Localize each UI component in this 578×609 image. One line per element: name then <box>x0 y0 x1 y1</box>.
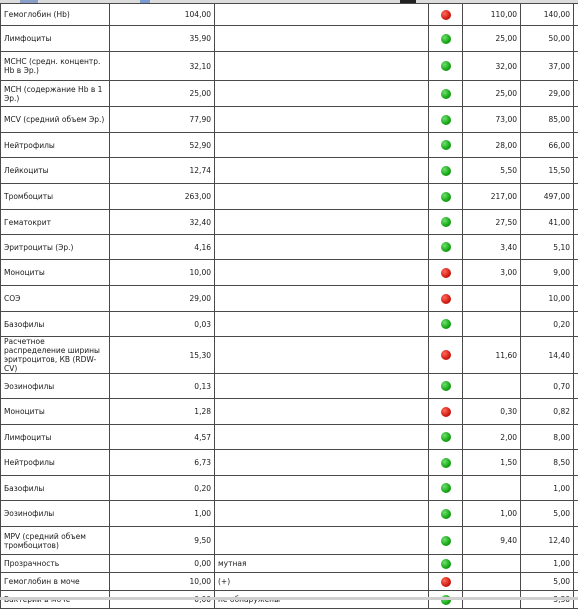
reference-max-cell: 8,00 <box>521 425 574 450</box>
result-value-cell: 15,30 <box>110 337 215 374</box>
green-status-dot-icon <box>441 89 451 99</box>
reference-min-cell: 32,00 <box>463 52 521 81</box>
reference-min-cell: 5,50 <box>463 158 521 184</box>
edge-cell <box>574 312 578 337</box>
status-indicator-cell <box>429 26 463 52</box>
status-indicator-cell <box>429 184 463 210</box>
table-row <box>1 210 578 235</box>
test-name-cell: Гемоглобин в моче <box>1 573 110 591</box>
reference-min-cell <box>463 286 521 312</box>
status-indicator-cell <box>429 286 463 312</box>
result-value-cell: 25,00 <box>110 81 215 107</box>
status-indicator-cell <box>429 337 463 374</box>
reference-max-cell: 0,82 <box>521 399 574 425</box>
table-row <box>1 337 578 374</box>
green-status-dot-icon <box>441 458 451 468</box>
result-text-cell <box>215 158 429 184</box>
status-indicator-cell <box>429 450 463 476</box>
status-indicator-cell <box>429 555 463 573</box>
test-name-cell: Базофилы <box>1 476 110 501</box>
result-value-cell: 9,50 <box>110 527 215 555</box>
result-value-cell: 4,16 <box>110 235 215 260</box>
result-text-cell <box>215 210 429 235</box>
result-value-cell: 0,03 <box>110 312 215 337</box>
red-status-dot-icon <box>441 350 451 360</box>
edge-cell <box>574 501 578 527</box>
reference-min-cell: 25,00 <box>463 26 521 52</box>
reference-max-cell: 8,50 <box>521 450 574 476</box>
result-value-cell: 29,00 <box>110 286 215 312</box>
green-status-dot-icon <box>441 34 451 44</box>
result-text-cell <box>215 337 429 374</box>
table-row <box>1 286 578 312</box>
table-row <box>1 374 578 399</box>
test-name-cell: Прозрачность <box>1 555 110 573</box>
status-indicator-cell <box>429 52 463 81</box>
test-name-cell: СОЭ <box>1 286 110 312</box>
edge-cell <box>574 374 578 399</box>
green-status-dot-icon <box>441 192 451 202</box>
edge-cell <box>574 158 578 184</box>
result-text-cell <box>215 501 429 527</box>
green-status-dot-icon <box>441 140 451 150</box>
status-indicator-cell <box>429 133 463 158</box>
result-value-cell: 104,00 <box>110 4 215 26</box>
reference-max-cell: 37,00 <box>521 52 574 81</box>
reference-max-cell: 50,00 <box>521 26 574 52</box>
result-text-cell <box>215 81 429 107</box>
edge-cell <box>574 286 578 312</box>
result-text-cell <box>215 399 429 425</box>
result-text-cell: (+) <box>215 573 429 591</box>
test-name-cell: Эозинофилы <box>1 374 110 399</box>
reference-max-cell: 12,40 <box>521 527 574 555</box>
result-value-cell: 4,57 <box>110 425 215 450</box>
green-status-dot-icon <box>441 319 451 329</box>
green-status-dot-icon <box>441 61 451 71</box>
results-body <box>1 4 578 609</box>
result-value-cell: 10,00 <box>110 573 215 591</box>
result-value-cell: 12,74 <box>110 158 215 184</box>
table-row <box>1 133 578 158</box>
reference-max-cell: 5,10 <box>521 235 574 260</box>
green-status-dot-icon <box>441 381 451 391</box>
edge-cell <box>574 184 578 210</box>
status-indicator-cell <box>429 527 463 555</box>
result-text-cell <box>215 107 429 133</box>
result-text-cell <box>215 133 429 158</box>
edge-cell <box>574 260 578 286</box>
reference-min-cell <box>463 555 521 573</box>
result-value-cell: 0,20 <box>110 476 215 501</box>
table-row <box>1 235 578 260</box>
test-name-cell: Гематокрит <box>1 210 110 235</box>
edge-cell <box>574 399 578 425</box>
status-indicator-cell <box>429 260 463 286</box>
reference-min-cell: 28,00 <box>463 133 521 158</box>
result-text-cell <box>215 374 429 399</box>
red-status-dot-icon <box>441 10 451 20</box>
test-name-cell: Моноциты <box>1 399 110 425</box>
result-text-cell <box>215 527 429 555</box>
result-text-cell <box>215 450 429 476</box>
test-name-cell: Расчетное распределение ширины эритроцитов, КВ (RDW-CV) <box>1 337 110 374</box>
table-row <box>1 81 578 107</box>
table-row <box>1 476 578 501</box>
reference-max-cell: 9,00 <box>521 260 574 286</box>
reference-min-cell <box>463 573 521 591</box>
table-row <box>1 399 578 425</box>
edge-cell <box>574 573 578 591</box>
test-name-cell: Моноциты <box>1 260 110 286</box>
test-name-cell: MCH (содержание Hb в 1 Эр.) <box>1 81 110 107</box>
reference-min-cell <box>463 312 521 337</box>
green-status-dot-icon <box>441 536 451 546</box>
table-row <box>1 573 578 591</box>
table-row <box>1 26 578 52</box>
reference-max-cell: 15,50 <box>521 158 574 184</box>
table-row <box>1 527 578 555</box>
green-status-dot-icon <box>441 217 451 227</box>
result-value-cell: 32,40 <box>110 210 215 235</box>
status-indicator-cell <box>429 107 463 133</box>
reference-min-cell: 73,00 <box>463 107 521 133</box>
status-indicator-cell <box>429 81 463 107</box>
result-text-cell <box>215 425 429 450</box>
result-text-cell <box>215 260 429 286</box>
result-value-cell: 10,00 <box>110 260 215 286</box>
table-row <box>1 555 578 573</box>
test-name-cell: Гемоглобин (Hb) <box>1 4 110 26</box>
reference-min-cell: 110,00 <box>463 4 521 26</box>
edge-cell <box>574 107 578 133</box>
result-text-cell <box>215 286 429 312</box>
reference-min-cell: 217,00 <box>463 184 521 210</box>
result-text-cell: мутная <box>215 555 429 573</box>
result-value-cell: 52,90 <box>110 133 215 158</box>
status-indicator-cell <box>429 501 463 527</box>
result-text-cell <box>215 184 429 210</box>
result-value-cell: 77,90 <box>110 107 215 133</box>
result-value-cell: 0,00 <box>110 555 215 573</box>
result-value-cell: 35,90 <box>110 26 215 52</box>
table-row <box>1 450 578 476</box>
status-indicator-cell <box>429 158 463 184</box>
edge-cell <box>574 555 578 573</box>
reference-min-cell: 2,00 <box>463 425 521 450</box>
reference-max-cell: 10,00 <box>521 286 574 312</box>
green-status-dot-icon <box>441 115 451 125</box>
result-text-cell <box>215 476 429 501</box>
green-status-dot-icon <box>441 242 451 252</box>
reference-min-cell: 3,40 <box>463 235 521 260</box>
table-row <box>1 158 578 184</box>
green-status-dot-icon <box>441 483 451 493</box>
reference-min-cell: 3,00 <box>463 260 521 286</box>
status-indicator-cell <box>429 476 463 501</box>
test-name-cell: MCHC (средн. концентр. Hb в Эр.) <box>1 52 110 81</box>
test-name-cell: Лимфоциты <box>1 425 110 450</box>
result-value-cell: 0,13 <box>110 374 215 399</box>
status-indicator-cell <box>429 312 463 337</box>
table-row <box>1 52 578 81</box>
table-row <box>1 184 578 210</box>
edge-cell <box>574 4 578 26</box>
edge-cell <box>574 450 578 476</box>
reference-max-cell: 85,00 <box>521 107 574 133</box>
table-row <box>1 107 578 133</box>
reference-min-cell: 27,50 <box>463 210 521 235</box>
test-name-cell: MPV (средний объем тромбоцитов) <box>1 527 110 555</box>
lab-results-table <box>0 3 578 609</box>
reference-max-cell: 0,70 <box>521 374 574 399</box>
reference-min-cell <box>463 476 521 501</box>
status-indicator-cell <box>429 573 463 591</box>
reference-min-cell: 1,00 <box>463 501 521 527</box>
edge-cell <box>574 133 578 158</box>
reference-min-cell: 11,60 <box>463 337 521 374</box>
reference-max-cell: 14,40 <box>521 337 574 374</box>
status-indicator-cell <box>429 425 463 450</box>
edge-cell <box>574 527 578 555</box>
reference-min-cell: 0,30 <box>463 399 521 425</box>
table-row <box>1 501 578 527</box>
status-indicator-cell <box>429 399 463 425</box>
status-indicator-cell <box>429 4 463 26</box>
green-status-dot-icon <box>441 559 451 569</box>
result-text-cell <box>215 312 429 337</box>
test-name-cell: Эритроциты (Эр.) <box>1 235 110 260</box>
table-row <box>1 312 578 337</box>
green-status-dot-icon <box>441 166 451 176</box>
status-indicator-cell <box>429 210 463 235</box>
edge-cell <box>574 26 578 52</box>
reference-min-cell: 1,50 <box>463 450 521 476</box>
edge-cell <box>574 81 578 107</box>
test-name-cell: Базофилы <box>1 312 110 337</box>
red-status-dot-icon <box>441 577 451 587</box>
reference-max-cell: 1,00 <box>521 476 574 501</box>
result-value-cell: 1,28 <box>110 399 215 425</box>
reference-max-cell: 5,00 <box>521 573 574 591</box>
test-name-cell: Лимфоциты <box>1 26 110 52</box>
status-indicator-cell <box>429 235 463 260</box>
edge-cell <box>574 337 578 374</box>
edge-cell <box>574 52 578 81</box>
edge-cell <box>574 476 578 501</box>
edge-cell <box>574 210 578 235</box>
red-status-dot-icon <box>441 407 451 417</box>
green-status-dot-icon <box>441 432 451 442</box>
test-name-cell: MCV (средний объем Эр.) <box>1 107 110 133</box>
test-name-cell: Эозинофилы <box>1 501 110 527</box>
result-value-cell: 32,10 <box>110 52 215 81</box>
reference-min-cell: 9,40 <box>463 527 521 555</box>
edge-cell <box>574 425 578 450</box>
test-name-cell: Тромбоциты <box>1 184 110 210</box>
result-value-cell: 6,73 <box>110 450 215 476</box>
status-indicator-cell <box>429 374 463 399</box>
edge-cell <box>574 235 578 260</box>
result-value-cell: 263,00 <box>110 184 215 210</box>
result-text-cell <box>215 52 429 81</box>
table-row <box>1 260 578 286</box>
reference-min-cell <box>463 374 521 399</box>
reference-max-cell: 1,00 <box>521 555 574 573</box>
red-status-dot-icon <box>441 294 451 304</box>
result-value-cell: 1,00 <box>110 501 215 527</box>
reference-max-cell: 66,00 <box>521 133 574 158</box>
result-text-cell <box>215 4 429 26</box>
reference-max-cell: 5,00 <box>521 501 574 527</box>
green-status-dot-icon <box>441 509 451 519</box>
test-name-cell: Нейтрофилы <box>1 450 110 476</box>
reference-min-cell: 25,00 <box>463 81 521 107</box>
result-text-cell <box>215 26 429 52</box>
reference-max-cell: 0,20 <box>521 312 574 337</box>
test-name-cell: Нейтрофилы <box>1 133 110 158</box>
reference-max-cell: 497,00 <box>521 184 574 210</box>
reference-max-cell: 41,00 <box>521 210 574 235</box>
red-status-dot-icon <box>441 268 451 278</box>
table-row <box>1 425 578 450</box>
reference-max-cell: 140,00 <box>521 4 574 26</box>
result-text-cell <box>215 235 429 260</box>
table-row <box>1 4 578 26</box>
test-name-cell: Лейкоциты <box>1 158 110 184</box>
reference-max-cell: 29,00 <box>521 81 574 107</box>
